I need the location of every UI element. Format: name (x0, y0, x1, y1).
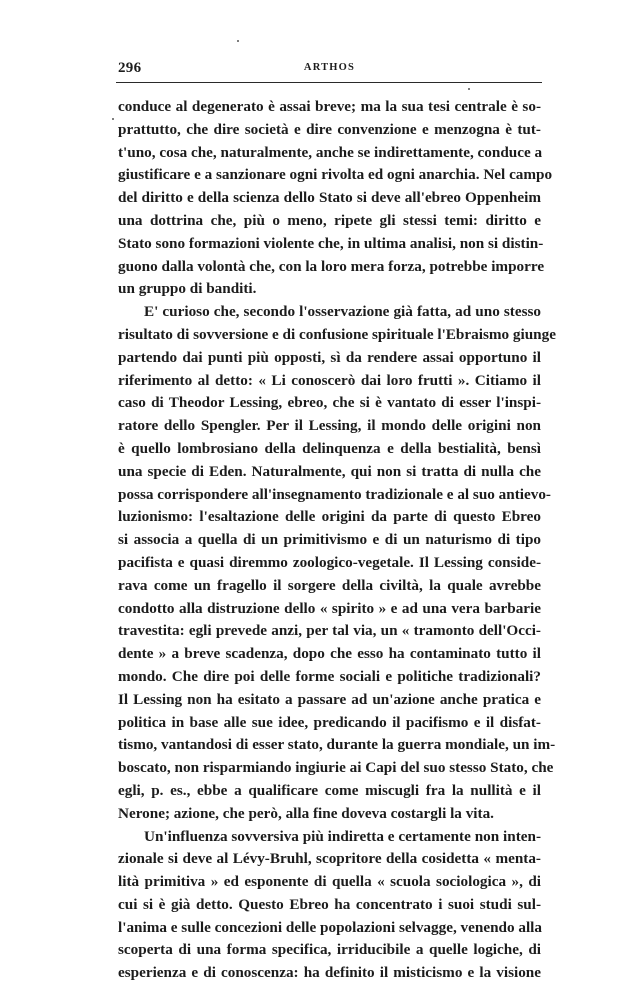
text-line: ratore dello Spengler. Per il Lessing, il mondo delle origini non (118, 417, 541, 435)
text-line: travestita: egli prevede anzi, per tal via, un « tramonto dell'Occi- (118, 622, 541, 640)
text-line: partendo dai punti più opposti, sì da rendere assai opportuno il (118, 348, 541, 366)
text-line: riferimento al detto: « Li conoscerò dai loro frutti ». Citiamo il (118, 371, 541, 389)
text-line: egli, p. es., ebbe a qualificare come miscugli fra la nullità e il (118, 781, 541, 799)
page-header (118, 60, 541, 80)
body-text (118, 96, 556, 985)
text-line: lità primitiva » ed esponente di quella « scuola sociologica », di (118, 873, 541, 891)
text-line: prattutto, che dire società e dire convenzione e menzogna è tut- (118, 120, 541, 138)
text-line: zionale si deve al Lévy-Bruhl, scopritore della cosidetta « menta- (118, 850, 541, 868)
text-line: caso di Theodor Lessing, ebreo, che si è vantato di esser l'inspi- (118, 394, 541, 412)
scan-speck (237, 40, 239, 42)
text-line: conduce al degenerato è assai breve; ma la sua tesi centrale è so- (118, 98, 541, 115)
header-rule (116, 82, 542, 83)
text-line: rava come un fragello il sorgere della civiltà, la quale avrebbe (118, 576, 541, 594)
text-line: Stato sono formazioni violente che, in ultima analisi, non si distin- (118, 234, 544, 252)
text-line: l'anima e sulle concezioni delle popolazioni selvagge, venendo alla (118, 918, 542, 936)
text-line: guono dalla volontà che, con la loro mera forza, potrebbe imporre (118, 257, 545, 275)
text-line: un gruppo di banditi. (118, 280, 257, 298)
text-line: luzionismo: l'esaltazione delle origini da parte di questo Ebreo (118, 508, 541, 526)
text-line: E' curioso che, secondo l'osservazione già fatta, ad uno stesso (144, 303, 541, 321)
text-line: dente » a breve scadenza, dopo che esso ha contaminato tutto il (118, 645, 541, 663)
text-line: Il Lessing non ha esitato a passare ad un'azione anche pratica e (118, 690, 541, 708)
page-number: 296 (118, 60, 142, 76)
scan-speck (468, 88, 470, 90)
text-line: giustificare e a sanzionare ogni rivolta ed ogni anarchia. Nel campo (118, 166, 553, 184)
text-line: si associa a quella di un primitivismo e di un naturismo di tipo (118, 531, 541, 549)
text-line: una specie di Eden. Naturalmente, qui non si tratta di nulla che (118, 462, 541, 480)
text-line: mondo. Che dire poi delle forme sociali e politiche tradizionali? (118, 667, 541, 685)
text-line: Nerone; azione, che però, alla fine doveva costargli la vita. (118, 804, 494, 822)
text-line: è quello lombrosiano della delinquenza e della bestialità, bensì (118, 439, 541, 457)
text-line: possa corrispondere all'insegnamento tradizionale e al suo antievo- (118, 485, 551, 503)
text-line: cui si è già detto. Questo Ebreo ha concentrato i suoi studi sul- (118, 895, 541, 913)
text-line: politica in base alle sue idee, predicando il pacifismo e il disfat- (118, 713, 541, 731)
text-line: tismo, vantandosi di esser stato, durante la guerra mondiale, un im- (118, 736, 556, 754)
text-line: pacifista e quasi diremmo zoologico-vegetale. Il Lessing conside- (118, 553, 541, 571)
text-line: una dottrina che, più o meno, ripete gli stessi temi: diritto e (118, 211, 541, 229)
text-line: del diritto e della scienza dello Stato si deve all'ebreo Oppenheim (118, 189, 541, 207)
text-line: risultato di sovversione e di confusione spirituale l'Ebraismo giunge (118, 325, 556, 343)
text-line: t'uno, cosa che, naturalmente, anche se indirettamente, conduce a (118, 143, 543, 161)
running-title: ARTHOS (303, 62, 356, 73)
scan-speck (112, 118, 114, 120)
text-line: scoperta di una forma specifica, irriducibile a quelle logiche, di (118, 941, 541, 959)
text-line: condotto alla distruzione dello « spirito » e ad una vera barbarie (118, 599, 541, 617)
text-line: esperienza e di conoscenza: ha definito il misticismo e la visione (118, 964, 541, 982)
text-line: Un'influenza sovversiva più indiretta e certamente non inten- (144, 827, 541, 845)
text-line: boscato, non risparmiando ingiurie ai Capi del suo stesso Stato, che (118, 759, 554, 777)
